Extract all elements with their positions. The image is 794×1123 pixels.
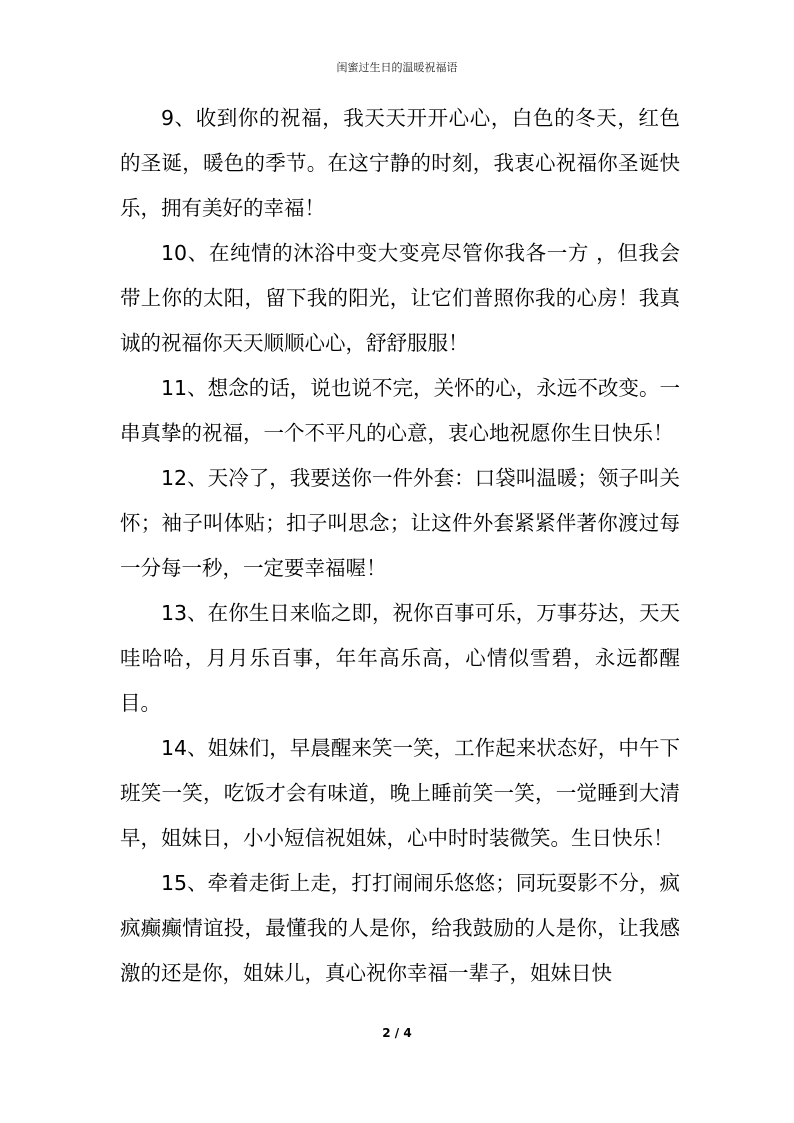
paragraph-15: 15、牵着走街上走，打打闹闹乐悠悠；同玩耍影不分，疯疯癫癫情谊投，最懂我的人是你，给我鼓励的人是你，让我感激的还是你，姐妹儿，真心祝你幸福一辈子，姐妹日快 (120, 871, 680, 985)
paragraph-11: 11、想念的话，说也说不完，关怀的心，永远不改变。一串真挚的祝福，一个不平凡的心意，衷心地祝愿你生日快乐！ (120, 376, 680, 445)
paragraph-14: 14、姐妹们，早晨醒来笑一笑，工作起来状态好，中午下班笑一笑，吃饭才会有味道，晚上睡前笑一笑，一觉睡到大清早，姐妹日，小小短信祝姐妹，心中时时装微笑。生日快乐！ (120, 736, 680, 850)
page-header-title: 闺蜜过生日的温暖祝福语 (336, 61, 458, 74)
paragraph-12: 12、天冷了，我要送你一件外套：口袋叫温暖；领子叫关怀；袖子叫体贴；扣子叫思念；让这件外套紧紧伴著你渡过每一分每一秒，一定要幸福喔！ (120, 466, 680, 580)
document-body (120, 96, 680, 996)
paragraph-9: 9、收到你的祝福，我天天开开心心，白色的冬天，红色的圣诞，暖色的季节。在这宁静的时刻，我衷心祝福你圣诞快乐，拥有美好的幸福！ (120, 106, 680, 220)
paragraph-13: 13、在你生日来临之即，祝你百事可乐，万事芬达，天天哇哈哈，月月乐百事，年年高乐高，心情似雪碧，永远都醒目。 (120, 601, 680, 715)
page-number: 2 / 4 (382, 1026, 412, 1040)
paragraph-10: 10、在纯情的沐浴中变大变亮尽管你我各一方 ，但我会带上你的太阳，留下我的阳光，让它们普照你我的心房！我真诚的祝福你天天顺顺心心，舒舒服服！ (120, 241, 680, 355)
